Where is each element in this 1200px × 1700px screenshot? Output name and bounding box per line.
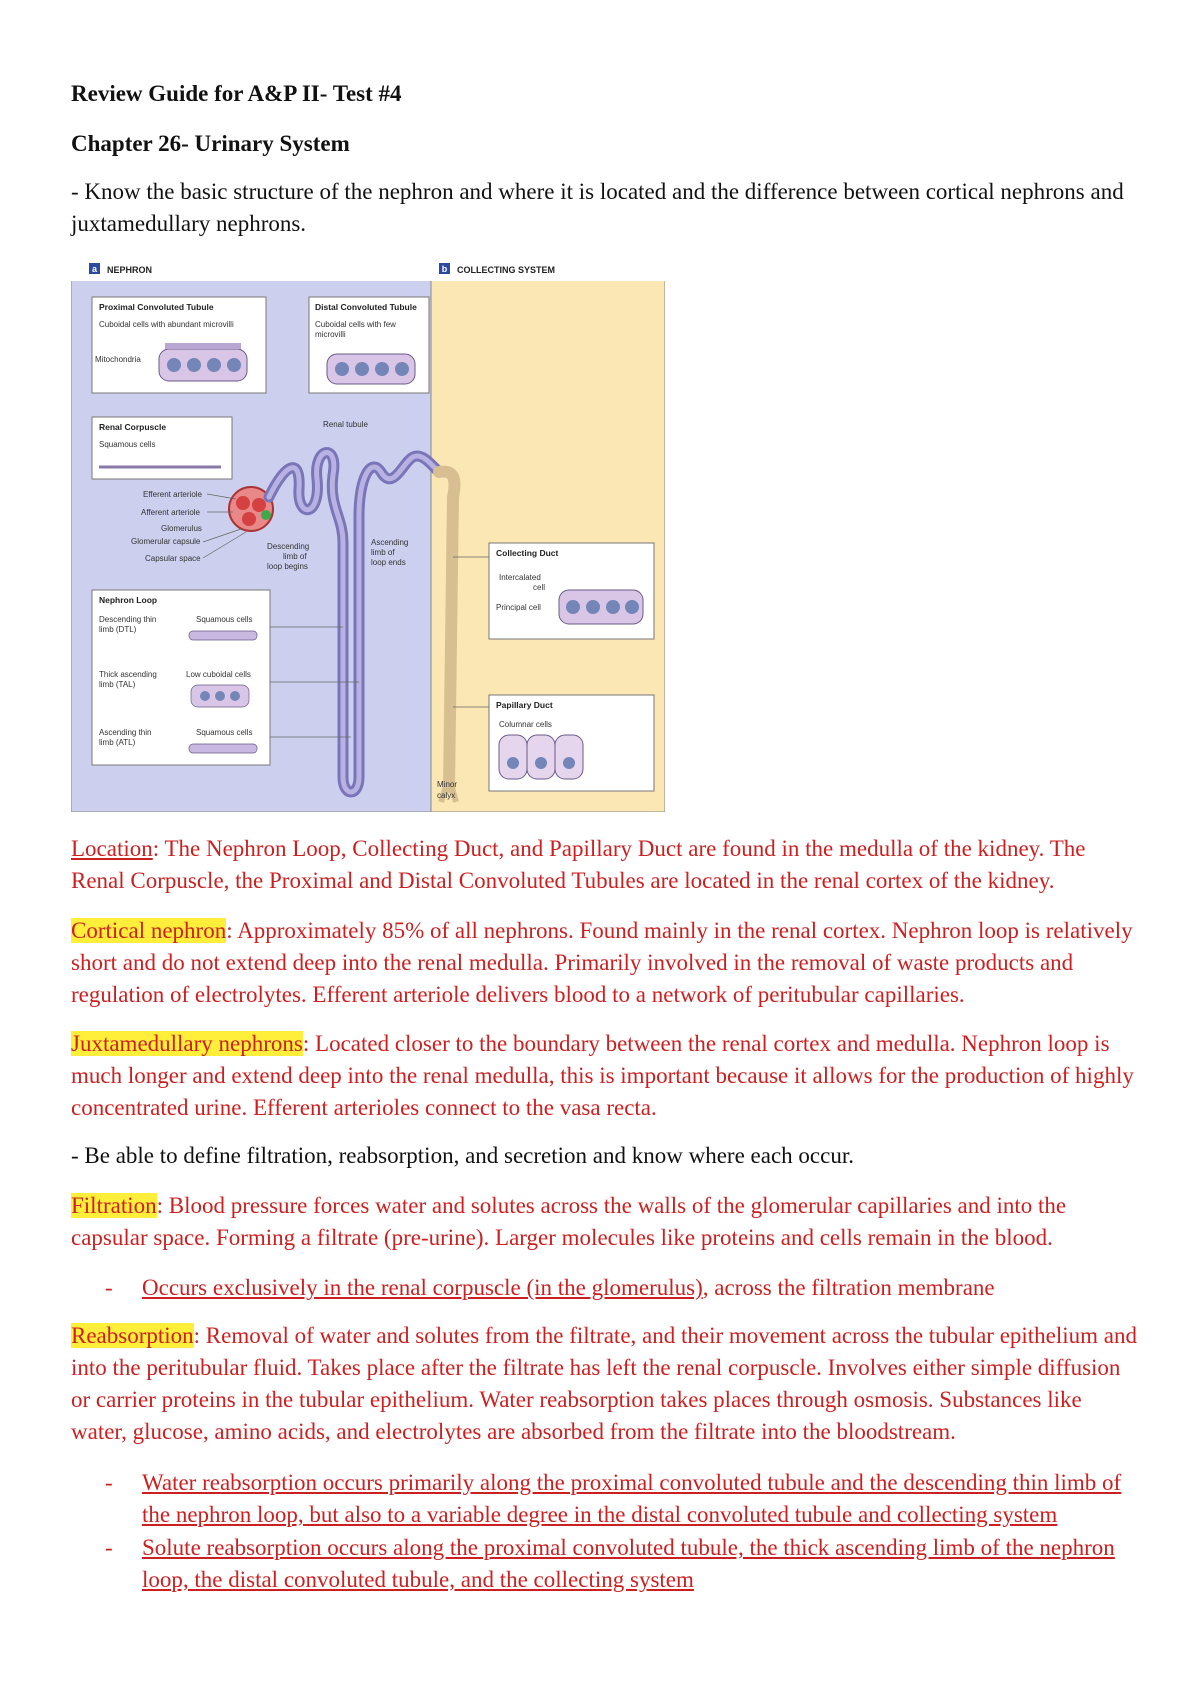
nephron-diagram — [71, 257, 665, 812]
pd-title: Papillary Duct — [496, 700, 553, 710]
minor-calyx-2: calyx — [437, 791, 456, 800]
glomerulus-label: Glomerulus — [161, 524, 202, 533]
atl-cells: Squamous cells — [196, 728, 253, 737]
loop-title: Nephron Loop — [99, 595, 158, 605]
pct-title: Proximal Convoluted Tubule — [99, 302, 214, 312]
cortical-text: : Approximately 85% of all nephrons. Found mainly in the renal cortex. Nephron loop is relatively short and do not extend deep into the renal medulla. Primarily involved in the removal of waste products and regulation of electrolytes. Efferent arteriole delivers blood to a network of peritubular capillaries. — [71, 918, 1133, 1007]
filtration-bullet-rest: , across the filtration membrane — [702, 1275, 995, 1300]
capsular-space-label: Capsular space — [145, 554, 201, 563]
pd-desc: Columnar cells — [499, 720, 552, 729]
juxta-text: : Located closer to the boundary between the renal cortex and medulla. Nephron loop is much longer and extend deep into the renal medulla, this is important because it allows for the production of highly concentrated urine. Efferent arterioles connect to the vasa recta. — [71, 1031, 1134, 1120]
dtl-2: limb (DTL) — [99, 625, 137, 634]
filtration-bullet-underlined: Occurs exclusively in the renal corpuscle (in the glomerulus) — [142, 1275, 703, 1300]
bullet-dash: - — [105, 1470, 113, 1495]
desc-limb-2: limb of — [283, 552, 307, 561]
bullet-dash: - — [105, 1535, 113, 1560]
bullet-dash: - — [105, 1275, 113, 1300]
reab-bullet-1-text: Water reabsorption occurs primarily along the proximal convoluted tubule and the descending thin limb of the nephron loop, but also to a variable degree in the distal convoluted tubule and collecting system — [142, 1470, 1122, 1527]
panel-a-title: NEPHRON — [107, 265, 153, 275]
reabsorption-label: Reabsorption — [71, 1323, 194, 1348]
asc-limb-3: loop ends — [371, 558, 406, 567]
location-paragraph — [71, 833, 1141, 897]
afferent-label: Afferent arteriole — [141, 508, 200, 517]
asc-limb-1: Ascending — [371, 538, 409, 547]
filtration-paragraph — [71, 1190, 1141, 1254]
principal-label: Principal cell — [496, 603, 541, 612]
juxta-label: Juxtamedullary nephrons — [71, 1031, 303, 1056]
pct-desc: Cuboidal cells with abundant microvilli — [99, 320, 234, 329]
efferent-label: Efferent arteriole — [143, 490, 202, 499]
reabsorption-text: : Removal of water and solutes from the filtrate, and their movement across the tubular epithelium and into the peritubular fluid. Takes place after the filtrate has left the renal corpuscle. Involves either simple diffusion or carrier proteins in the tubular epithelium. Water reabsorption takes places through osmosis. Substances like water, glucose, amino acids, and electrolytes are absorbed from the filtrate into the bloodstream. — [71, 1323, 1138, 1444]
filtration-label: Filtration — [71, 1193, 157, 1218]
cd-cells-drawing — [559, 590, 643, 624]
pd-cells-drawing — [499, 735, 583, 779]
cortical-paragraph — [71, 915, 1141, 1011]
panel-b-letter: b — [441, 264, 448, 274]
rc-title: Renal Corpuscle — [99, 422, 167, 432]
cortical-label: Cortical nephron — [71, 918, 227, 943]
dct-cells — [327, 354, 415, 384]
dct-title: Distal Convoluted Tubule — [315, 302, 417, 312]
minor-calyx-1: Minor — [437, 780, 458, 789]
intercalated-2: cell — [533, 583, 546, 592]
dtl-1: Descending thin — [99, 615, 157, 624]
doc-title: Review Guide for A&P II- Test #4 — [71, 81, 402, 106]
atl-1: Ascending thin — [99, 728, 152, 737]
objective-nephron: - Know the basic structure of the nephron and where it is located and the difference between cortical nephrons and juxtamedullary nephrons. — [71, 179, 1124, 236]
reab-bullet-2-text: Solute reabsorption occurs along the proximal convoluted tubule, the thick ascending limb of the nephron loop, the distal convoluted tubule, and the collecting system — [142, 1535, 1115, 1592]
dct-desc-1: Cuboidal cells with few — [315, 320, 396, 329]
juxta-paragraph — [71, 1028, 1141, 1124]
tal-1: Thick ascending — [99, 670, 157, 679]
nephron-figure — [71, 257, 665, 812]
location-label: Location — [71, 836, 153, 861]
mito-label: Mitochondria — [95, 355, 141, 364]
glom-capsule-label: Glomerular capsule — [131, 537, 201, 546]
panel-a-letter: a — [91, 264, 98, 274]
chapter-heading: Chapter 26- Urinary System — [71, 131, 350, 156]
filtration-text: : Blood pressure forces water and solutes across the walls of the glomerular capillaries and into the capsular space. Forming a filtrate (pre-urine). Larger molecules like proteins and cells remain in the blood. — [71, 1193, 1067, 1250]
atl-2: limb (ATL) — [99, 738, 136, 747]
asc-limb-2: limb of — [371, 548, 395, 557]
panel-b-title: COLLECTING SYSTEM — [457, 265, 556, 275]
desc-limb-3: loop begins — [267, 562, 308, 571]
location-text: : The Nephron Loop, Collecting Duct, and Papillary Duct are found in the medulla of the kidney. The Renal Corpuscle, the Proximal and Distal Convoluted Tubules are located in the renal cortex of the kidney. — [71, 836, 1086, 893]
tal-2: limb (TAL) — [99, 680, 136, 689]
tal-cells-drawing — [191, 685, 249, 707]
tal-cells: Low cuboidal cells — [186, 670, 251, 679]
cd-title: Collecting Duct — [496, 548, 559, 558]
dct-desc-2: microvilli — [315, 330, 346, 339]
renal-tubule-label: Renal tubule — [323, 420, 368, 429]
objective-filtration: - Be able to define filtration, reabsorption, and secretion and know where each occur. — [71, 1143, 854, 1168]
reabsorption-paragraph — [71, 1320, 1141, 1448]
rc-desc: Squamous cells — [99, 440, 156, 449]
desc-limb-1: Descending — [267, 542, 310, 551]
dtl-cells: Squamous cells — [196, 615, 253, 624]
intercalated-1: Intercalated — [499, 573, 541, 582]
pct-cells — [159, 343, 247, 381]
